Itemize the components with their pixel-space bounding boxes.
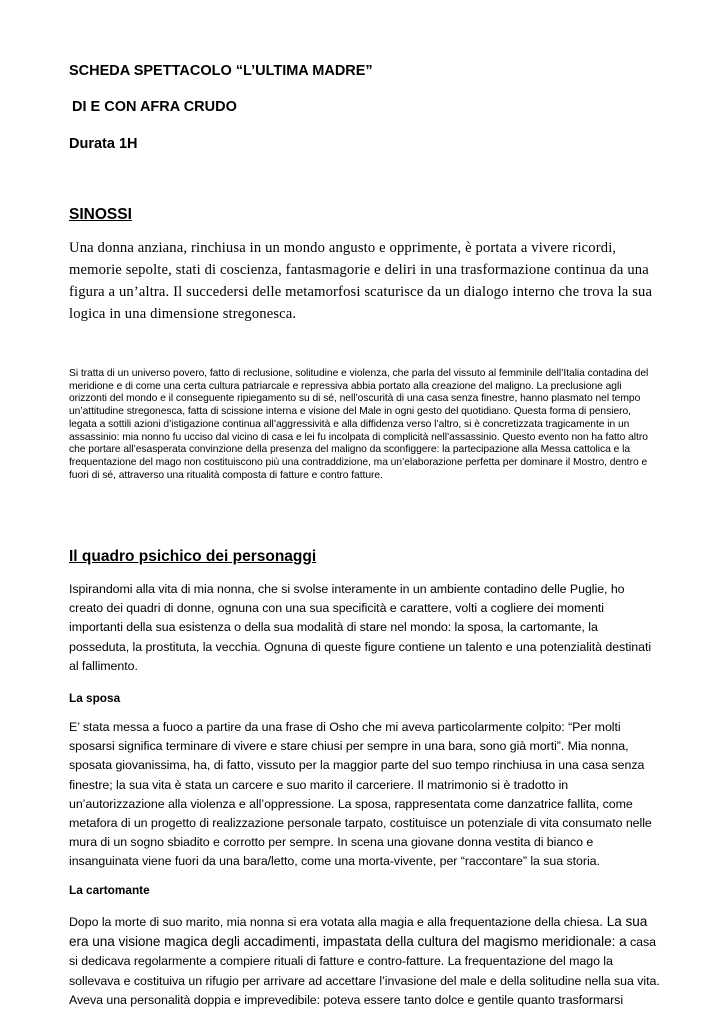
sinossi-paragraph: Una donna anziana, rinchiusa in un mondo angusto e opprimente, è portata a vivere ricordi, memorie sepolte, stati di coscienza, fantasmagorie e deliri in una trasformazione continua da una figura a un’altra. Il succedersi delle metamorfosi scaturisce da un dialogo interno che trova la sua logica in una dimensione stregonesca. [69,240,653,322]
quadro-intro-paragraph: Ispirandomi alla vita di mia nonna, che si svolse interamente in un ambiente contadino delle Puglie, ho creato dei quadri di donne, ognuna con una sua specificità e carattere, volti a cogliere dei momenti importanti della sua esistenza o della sua modalità di stare nel mondo: la sposa, la cartomante, la posseduta, la prostituta, la vecchia. Ognuna di queste figure contiene un talento e una potenzialità destinati al fallimento. [69,582,652,673]
document-title: SCHEDA SPETTACOLO “L’ULTIMA MADRE” [69,63,373,79]
cartomante-paragraph [69,912,661,1010]
context-paragraph: Si tratta di un universo povero, fatto di reclusione, solitudine e violenza, che parla del vissuto al femminile dell’Italia contadina del meridione e di come una certa cultura patriarcale e repressiva abbia portato alla creazione del maligno. La preclusione agli orizzonti del mondo e il conseguente ripiegamento su di sé, nell’oscurità di una casa senza finestre, hanno plasmato nel tempo un’attitudine stregonesca, fatta di scissione interna e visione del Male in ogni gesto del quotidiano. Questa forma di pensiero, legata a sottili azioni d’istigazione continua all’aggressività e alla diffidenza verso l’altro, si è concretizzata tragicamente in un assassinio: mia nonno fu ucciso dal vicino di casa e lei fu incolpata di complicità nell’assassinio. Questo evento non ha fatto altro che portare all’esasperata convinzione della presenza del maligno da sconfiggere: la partecipazione alla Messa cattolica e la frequentazione del mago non costituiscono più una contraddizione, ma un’elaborazione perfetta per dominare il Mostro, dentro e fuori di sé, attraverso una ritualità composta di fatture e contro fatture. [69,368,649,481]
sinossi-heading: SINOSSI [69,206,132,223]
author-line: DI E CON AFRA CRUDO [72,99,237,115]
sposa-paragraph: E’ stata messa a fuoco a partire da una frase di Osho che mi aveva particolarmente colpito: “Per molti sposarsi significa terminare di vivere e stare chiusi per sempre in una bara, sono già morti”. Mia nonna, sposata giovanissima, ha, di fatto, vissuto per la maggior parte del suo tempo rinchiusa in una casa senza finestre; la sua vita è stata un carcere e suo marito il carceriere. Il matrimonio si è tradotto in un’autorizzazione alla violenza e all’oppressione. La sposa, rappresentata come danzatrice fallita, come metafora di un progetto di realizzazione personale tarpato, costituisce un potenziale di vita consumato nelle mura di un sogno sbiadito e corrotto per sempre. In scena una giovane donna vestita di bianco e insanguinata viene fuori da una bara/letto, come una morta-vivente, per “raccontare” la sua storia. [69,720,652,869]
quadro-heading: Il quadro psichico dei personaggi [69,548,317,565]
sposa-heading: La sposa [69,691,121,705]
cartomante-text-b: . La sua era una visione magica degli accadimenti, impastata della cultura del magismo meridionale [69,914,648,950]
cartomante-text-d: casa si dedicava regolarmente a compiere rituali di fatture e contro-fatture. La frequentazione del mago la sollevava e costituiva un rifugio per arrivare ad accettare l’invasione del male e della solitudine nella sua vita. Aveva una personalità doppia e imprevedibile: poteva essere tanto dolce e gentile quanto trasformarsi [69,935,660,1007]
cartomante-heading: La cartomante [69,883,150,897]
cartomante-text-a: Dopo la morte di suo marito, mia nonna si era votata alla magia e alla frequentazione della chiesa [69,915,600,929]
duration-line: Durata 1H [69,136,138,152]
cartomante-text-c: : a [611,934,627,950]
